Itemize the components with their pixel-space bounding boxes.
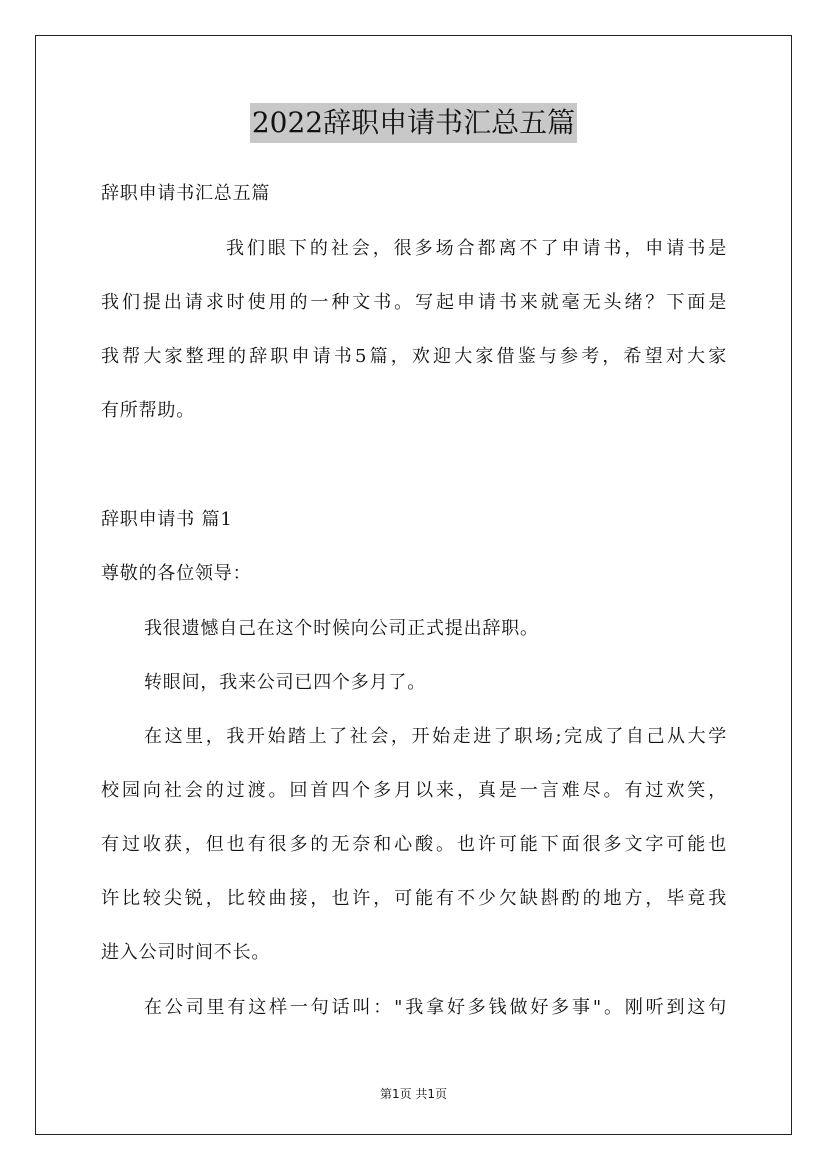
page-footer: 第1页 共1页 [379,1087,448,1101]
body-line-4: 校园向社会的过渡。回首四个多月以来，真是一言难尽。有过欢笑， [101,780,727,801]
salutation: 尊敬的各位领导： [101,563,252,584]
title-wrap [0,103,827,143]
body-line-2: 转眼间，我来公司已四个多月了。 [144,672,426,693]
document-title: 2022辞职申请书汇总五篇 [250,103,577,143]
section-heading: 辞职申请书 篇1 [101,509,233,530]
intro-line-2: 我们提出请求时使用的一种文书。写起申请书来就毫无头绪？下面是 [101,292,727,313]
body-line-6: 许比较尖锐，比较曲接，也许，可能有不少欠缺斟酌的地方，毕竟我 [101,888,727,909]
intro-line-1: 我们眼下的社会，很多场合都离不了申请书，申请书是 [226,238,727,259]
body-line-3: 在这里，我开始踏上了社会，开始走进了职场;完成了自己从大学 [144,726,727,747]
document-subtitle: 辞职申请书汇总五篇 [101,183,271,204]
body-line-7: 进入公司时间不长。 [101,942,271,963]
intro-line-4: 有所帮助。 [101,400,195,421]
body-line-8: 在公司里有这样一句话叫："我拿好多钱做好多事"。刚听到这句 [144,997,727,1018]
intro-line-3: 我帮大家整理的辞职申请书5篇，欢迎大家借鉴与参考，希望对大家 [101,346,727,367]
body-line-5: 有过收获，但也有很多的无奈和心酸。也许可能下面很多文字可能也 [101,834,727,855]
body-line-1: 我很遗憾自己在这个时候向公司正式提出辞职。 [144,618,539,639]
